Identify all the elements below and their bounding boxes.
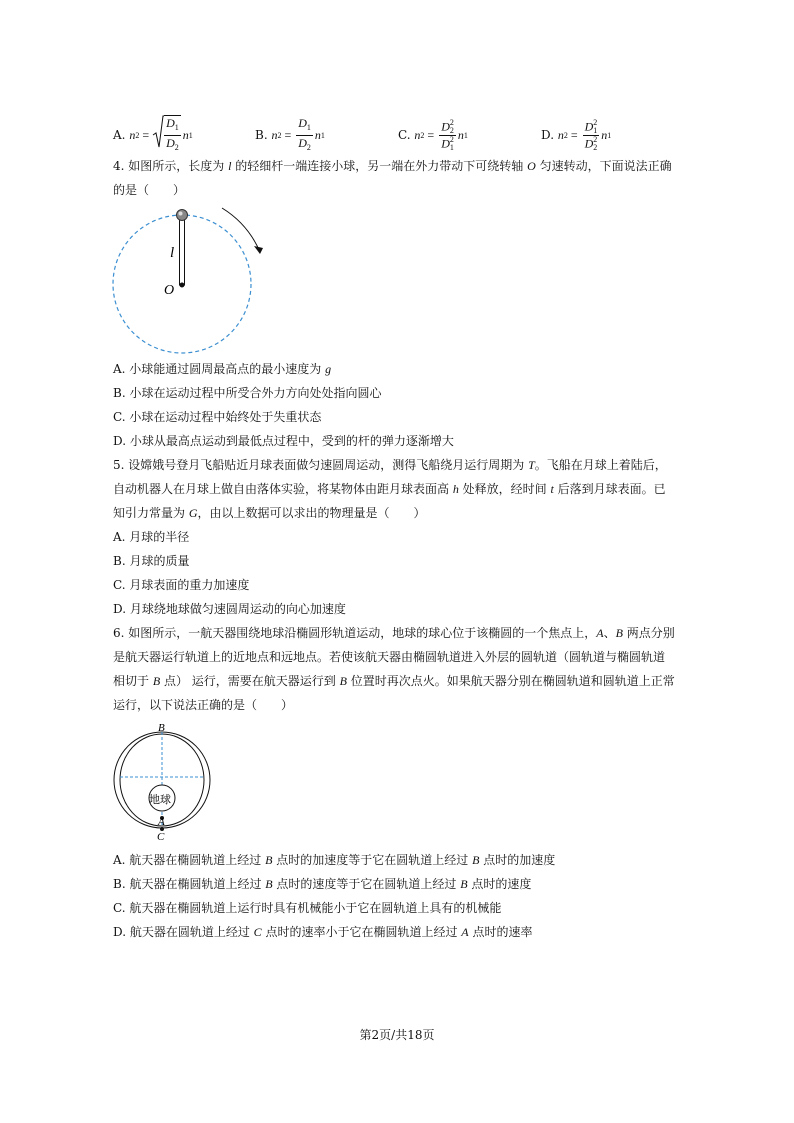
q5-option-a: A. 月球的半径 bbox=[113, 530, 190, 544]
var-d: D bbox=[584, 136, 594, 150]
var-d: D bbox=[298, 115, 307, 130]
q3-option-b bbox=[255, 115, 325, 152]
text: 匀速转动，下面说法正确 bbox=[535, 159, 672, 173]
text: 4. 如图所示，长度为 bbox=[113, 159, 229, 173]
q4-option-a bbox=[113, 360, 331, 378]
q3-option-c bbox=[398, 118, 468, 152]
equals-sign: = bbox=[284, 127, 292, 142]
q6-figure bbox=[108, 720, 220, 842]
page-footer: 第2页/共18页 bbox=[359, 1028, 435, 1042]
superscript: 2 bbox=[593, 117, 598, 127]
var-n: n bbox=[414, 127, 421, 142]
var-t: T bbox=[528, 458, 535, 472]
subscript: 2 bbox=[563, 130, 568, 140]
q4-option-d: D. 小球从最高点运动到最低点过程中，受到的杆的弹力逐渐增大 bbox=[113, 434, 454, 448]
rod bbox=[180, 216, 185, 285]
q6-stem-line2: 是航天器运行轨道上的近地点和远地点。若使该航天器由椭圆轨道进入外层的圆轨道（圆轨道与椭圆轨道 bbox=[113, 650, 666, 664]
var-d: D bbox=[584, 119, 594, 133]
subscript: 2 bbox=[593, 142, 598, 152]
var-a: A bbox=[596, 626, 604, 640]
q5-option-c: C. 月球表面的重力加速度 bbox=[113, 578, 250, 592]
ball bbox=[177, 210, 188, 221]
text: 5. 设嫦娥号登月飞船贴近月球表面做匀速圆周运动，测得飞船绕月运行周期为 bbox=[113, 458, 529, 472]
var-g: G bbox=[188, 506, 198, 520]
text: 点） 运行，需要在航天器运行到 bbox=[160, 674, 340, 688]
q5-option-d: D. 月球绕地球做匀速圆周运动的向心加速度 bbox=[113, 602, 346, 616]
var-t: t bbox=[550, 482, 554, 496]
subscript: 1 bbox=[174, 123, 179, 132]
option-label: B. bbox=[255, 128, 268, 142]
text: 知引力常量为 bbox=[113, 506, 189, 520]
var-n: n bbox=[601, 127, 608, 142]
var-n: n bbox=[557, 127, 564, 142]
var-h: h bbox=[452, 482, 459, 496]
q5-stem-line2 bbox=[113, 480, 666, 498]
q6-option-a bbox=[113, 851, 555, 869]
subscript: 1 bbox=[449, 142, 454, 152]
var-d: D bbox=[166, 116, 175, 130]
q4-option-c: C. 小球在运动过程中始终处于失重状态 bbox=[113, 410, 322, 424]
fraction bbox=[296, 116, 313, 155]
text: 自动机器人在月球上做自由落体实验，将某物体由距月球表面高 bbox=[113, 482, 453, 496]
option-label: A. bbox=[113, 128, 126, 142]
label-c: C bbox=[157, 831, 165, 842]
var-d: D bbox=[441, 136, 450, 150]
text: 处释放，经时间 bbox=[458, 482, 551, 496]
q5-stem-line3 bbox=[113, 504, 426, 522]
text: 、 bbox=[603, 626, 616, 640]
var-n: n bbox=[314, 127, 321, 142]
var-b: B bbox=[265, 853, 273, 867]
var-d: D bbox=[166, 136, 175, 150]
var-n: n bbox=[182, 127, 189, 142]
text: 点时的速度等于它在圆轨道上经过 bbox=[272, 877, 461, 891]
q4-stem-line1 bbox=[113, 157, 672, 175]
label-b: B bbox=[158, 722, 165, 734]
ball-highlight bbox=[179, 212, 183, 216]
label-a: A bbox=[158, 816, 165, 828]
text: 后落到月球表面。已 bbox=[553, 482, 666, 496]
superscript: 2 bbox=[449, 117, 454, 127]
var-d: D bbox=[441, 119, 450, 133]
text: A. 小球能通过圆周最高点的最小速度为 bbox=[113, 362, 326, 376]
q4-stem-line2: 的是（ ） bbox=[113, 183, 186, 197]
superscript: 2 bbox=[449, 134, 454, 144]
text: 6. 如图所示，一航天器围绕地球沿椭圆形轨道运动，地球的球心位于该椭圆的一个焦点上， bbox=[113, 626, 597, 640]
text: ，由以上数据可以求出的物理量是（ ） bbox=[197, 506, 426, 520]
text: A. 航天器在椭圆轨道上经过 bbox=[113, 853, 266, 867]
q3-option-a bbox=[113, 118, 193, 152]
subscript: 2 bbox=[420, 130, 425, 140]
var-b: B bbox=[460, 877, 468, 891]
var-c: C bbox=[253, 925, 262, 939]
q6-option-d bbox=[113, 923, 532, 941]
text: 。飞船在月球上着陆后， bbox=[534, 458, 667, 472]
rotation-arrow-icon bbox=[222, 208, 260, 252]
var-d: D bbox=[298, 135, 307, 150]
subscript: 2 bbox=[306, 142, 311, 152]
q6-stem-line3 bbox=[113, 672, 675, 690]
text: 点时的速度 bbox=[467, 877, 532, 891]
subscript: 2 bbox=[135, 130, 140, 140]
equals-sign: = bbox=[142, 127, 150, 142]
q4-option-b: B. 小球在运动过程中所受合外力方向处处指向圆心 bbox=[113, 386, 382, 400]
var-b: B bbox=[615, 626, 623, 640]
text: 点时的加速度 bbox=[479, 853, 556, 867]
text: 位置时再次点火。如果航天器分别在椭圆轨道和圆轨道上正常 bbox=[346, 674, 675, 688]
fraction bbox=[439, 119, 456, 152]
label-o: O bbox=[164, 283, 175, 298]
var-n: n bbox=[129, 127, 136, 142]
fraction bbox=[583, 119, 600, 152]
subscript: 1 bbox=[320, 130, 325, 140]
text: D. 航天器在圆轨道上经过 bbox=[113, 925, 254, 939]
var-g: g bbox=[325, 362, 332, 376]
var-l: l bbox=[228, 159, 232, 173]
subscript: 2 bbox=[449, 125, 454, 135]
q5-option-b: B. 月球的质量 bbox=[113, 554, 190, 568]
q3-option-d bbox=[541, 118, 611, 152]
var-b: B bbox=[472, 853, 480, 867]
q6-stem-line1 bbox=[113, 624, 675, 642]
text: 点时的速率小于它在椭圆轨道上经过 bbox=[261, 925, 462, 939]
var-n: n bbox=[271, 127, 278, 142]
subscript: 1 bbox=[593, 125, 598, 135]
label-l: l bbox=[170, 245, 175, 261]
equals-sign: = bbox=[570, 127, 578, 142]
var-a: A bbox=[461, 925, 469, 939]
q4-figure bbox=[108, 202, 278, 358]
text: 相切于 bbox=[113, 674, 153, 688]
q6-stem-line4: 运行，以下说法正确的是（ ） bbox=[113, 698, 294, 712]
q6-option-b bbox=[113, 875, 531, 893]
option-label: C. bbox=[398, 128, 411, 142]
text: 点时的速率 bbox=[468, 925, 533, 939]
earth-label: 地球 bbox=[149, 794, 171, 806]
var-o: O bbox=[527, 159, 536, 173]
subscript: 1 bbox=[188, 130, 193, 140]
q5-stem-line1 bbox=[113, 456, 667, 474]
text: B. 航天器在椭圆轨道上经过 bbox=[113, 877, 266, 891]
q6-option-c: C. 航天器在椭圆轨道上运行时具有机械能小于它在圆轨道上具有的机械能 bbox=[113, 901, 502, 915]
superscript: 2 bbox=[593, 134, 598, 144]
subscript: 1 bbox=[306, 122, 311, 132]
subscript: 1 bbox=[607, 130, 612, 140]
text: 的轻细杆一端连接小球，另一端在外力带动下可绕转轴 bbox=[231, 159, 528, 173]
subscript: 2 bbox=[277, 130, 282, 140]
var-b: B bbox=[152, 674, 161, 688]
subscript: 1 bbox=[463, 130, 468, 140]
var-b: B bbox=[339, 674, 347, 688]
subscript: 2 bbox=[174, 143, 179, 152]
text: 两点分别 bbox=[622, 626, 675, 640]
option-label: D. bbox=[541, 128, 555, 142]
pivot-dot bbox=[180, 283, 185, 288]
sqrt-icon bbox=[152, 115, 183, 155]
var-n: n bbox=[457, 127, 464, 142]
text: 点时的加速度等于它在圆轨道上经过 bbox=[272, 853, 473, 867]
var-b: B bbox=[265, 877, 273, 891]
equals-sign: = bbox=[427, 127, 435, 142]
